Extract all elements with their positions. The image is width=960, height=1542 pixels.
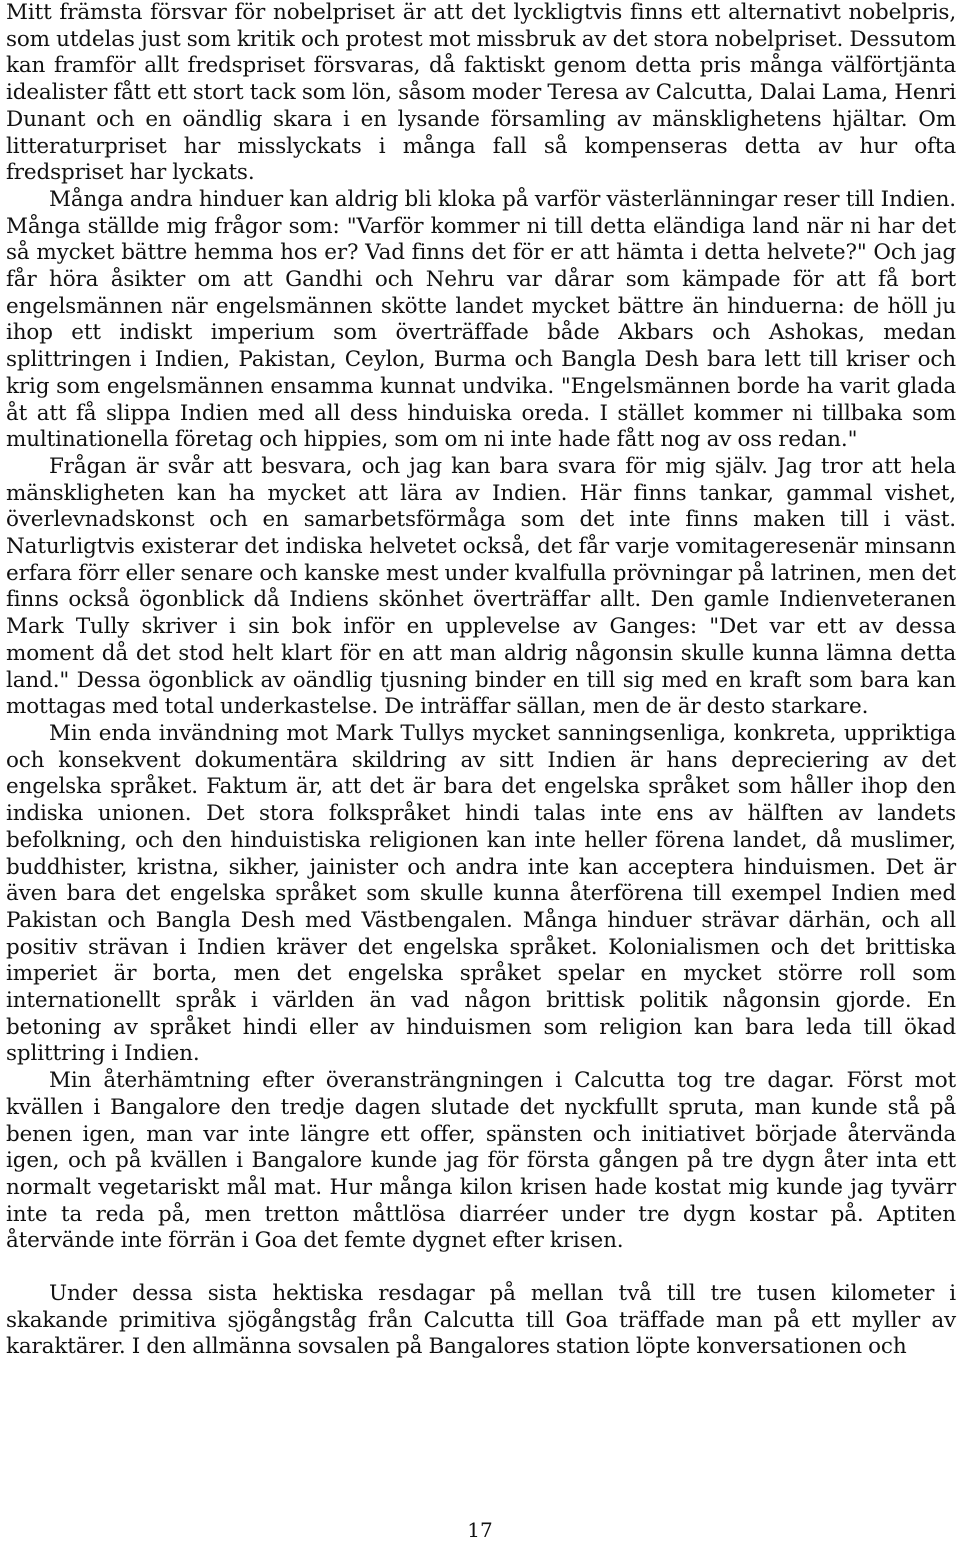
paragraph-fragan: Frågan är svår att besvara, och jag kan bara svara för mig själv. Jag tror att hela mänskligheten kan ha mycket att lära av Indien. Här finns tankar, gammal vishet, överlevnadskonst och en samarbetsförmåga som det inte finns maken till i väst. Naturligtvis existerar det indiska helvetet också, det får varje vomitageresenär minsann erfara förr eller senare och kanske mest under kvalfulla prövningar på latrinen, men det finns också ögonblick då Indiens skönhet överträffar allt. Den gamle Indienveteranen Mark Tully skriver i sin bok inför en upplevelse av Ganges: "Det var ett av dessa moment då det stod helt klart för en att man aldrig någonsin skulle kunna lämna detta land." Dessa ögonblick av oändlig tjusning binder en till sig med en kraft som bara kan mottagas med total underkastelse. De inträffar sällan, men de är desto starkare. — [6, 453, 956, 720]
paragraph-resdagar: Under dessa sista hektiska resdagar på mellan två till tre tusen kilometer i skakande primitiva sjögångståg från Calcutta till Goa träffade man på ett myller av karaktärer. I den allmänna sovsalen på Bangalores station löpte konversationen och — [6, 1281, 956, 1360]
page-number: 17 — [467, 1518, 493, 1542]
paragraph-nobelpriset: Mitt främsta försvar för nobelpriset är att det lyckligtvis finns ett alternativt nobelpris, som utdelas just som kritik och protest mot missbruk av det stora nobelpriset. Dessutom kan framför allt fredspriset försvaras, då faktiskt genom detta pris många välförtjänta idealister fått ett stort tack som lön, såsom moder Teresa av Calcutta, Dalai Lama, Henri Dunant och en oändlig skara i en lysande församling av mänsklighetens hjältar. Om litteraturpriset har misslyckats i många fall så kompenseras detta av hur ofta fredspriset har lyckats. — [6, 0, 956, 186]
paragraph-hinduer: Många andra hinduer kan aldrig bli kloka på varför västerlänningar reser till Indien. Många ställde mig frågor som: "Varför kommer ni till detta eländiga land när ni har det så mycket bättre hemma hos er? Vad finns det för er att hämta i detta helvete?" Och jag får höra åsikter om att Gandhi och Nehru var dårar som kämpade för att få bort engelsmännen när engelsmännen skötte landet mycket bättre än hinduerna: de höll ju ihop ett indiskt imperium som överträffade både Akbars och Ashokas, medan splittringen i Indien, Pakistan, Ceylon, Burma och Bangla Desh bara lett till kriser och krig som engelsmännen ensamma kunnat undvika. "Engelsmännen borde ha varit glada åt att få slippa Indien med all dess hinduiska oreda. I stället kommer ni tillbaka som multinationella företag och hippies, som om ni inte hade fått nog av oss redan." — [6, 186, 956, 453]
paragraph-aterhamtning: Min återhämtning efter överansträngningen i Calcutta tog tre dagar. Först mot kvällen i Bangalore den tredje dagen slutade det nyckfullt spruta, man kunde stå på benen igen, man var inte längre ett offer, spänsten och initiativet började återvända igen, och på kvällen i Bangalore kunde jag för första gången på tre dygn åter inta ett normalt vegetariskt mål mat. Hur många kilon krisen hade kostat mig kunde jag tyvärr inte ta reda på, men tretton måttlösa diarréer under tre dygn kostar på. Aptiten återvände inte förrän i Goa det femte dygnet efter krisen. — [6, 1068, 956, 1254]
paragraph-invandning: Min enda invändning mot Mark Tullys mycket sanningsenliga, konkreta, uppriktiga och konsekvent dokumentära skildring av sitt Indien är hans depreciering av det engelska språket. Faktum är, att det är bara det engelska språket som håller ihop den indiska unionen. Det stora folkspråket hindi talas inte ens av hälften av landets befolkning, och den hinduistiska religionen kan inte heller förena landet, då muslimer, buddhister, kristna, sikher, jainister och andra inte kan acceptera hinduismen. Det är även bara det engelska språket som skulle kunna återförena till exempel Indien med Pakistan och Bangla Desh med Västbengalen. Många hinduer strävar därhän, och all positiv strävan i Indien kräver det engelska språket. Kolonialismen och det brittiska imperiet är borta, men det engelska språket spelar en mycket större roll som internationellt språk i världen än vad någon brittisk politik någonsin gjorde. En betoning av språket hindi eller av hinduismen som religion kan bara leda till ökad splittring i Indien. — [6, 720, 956, 1067]
document-page — [6, 0, 956, 1361]
